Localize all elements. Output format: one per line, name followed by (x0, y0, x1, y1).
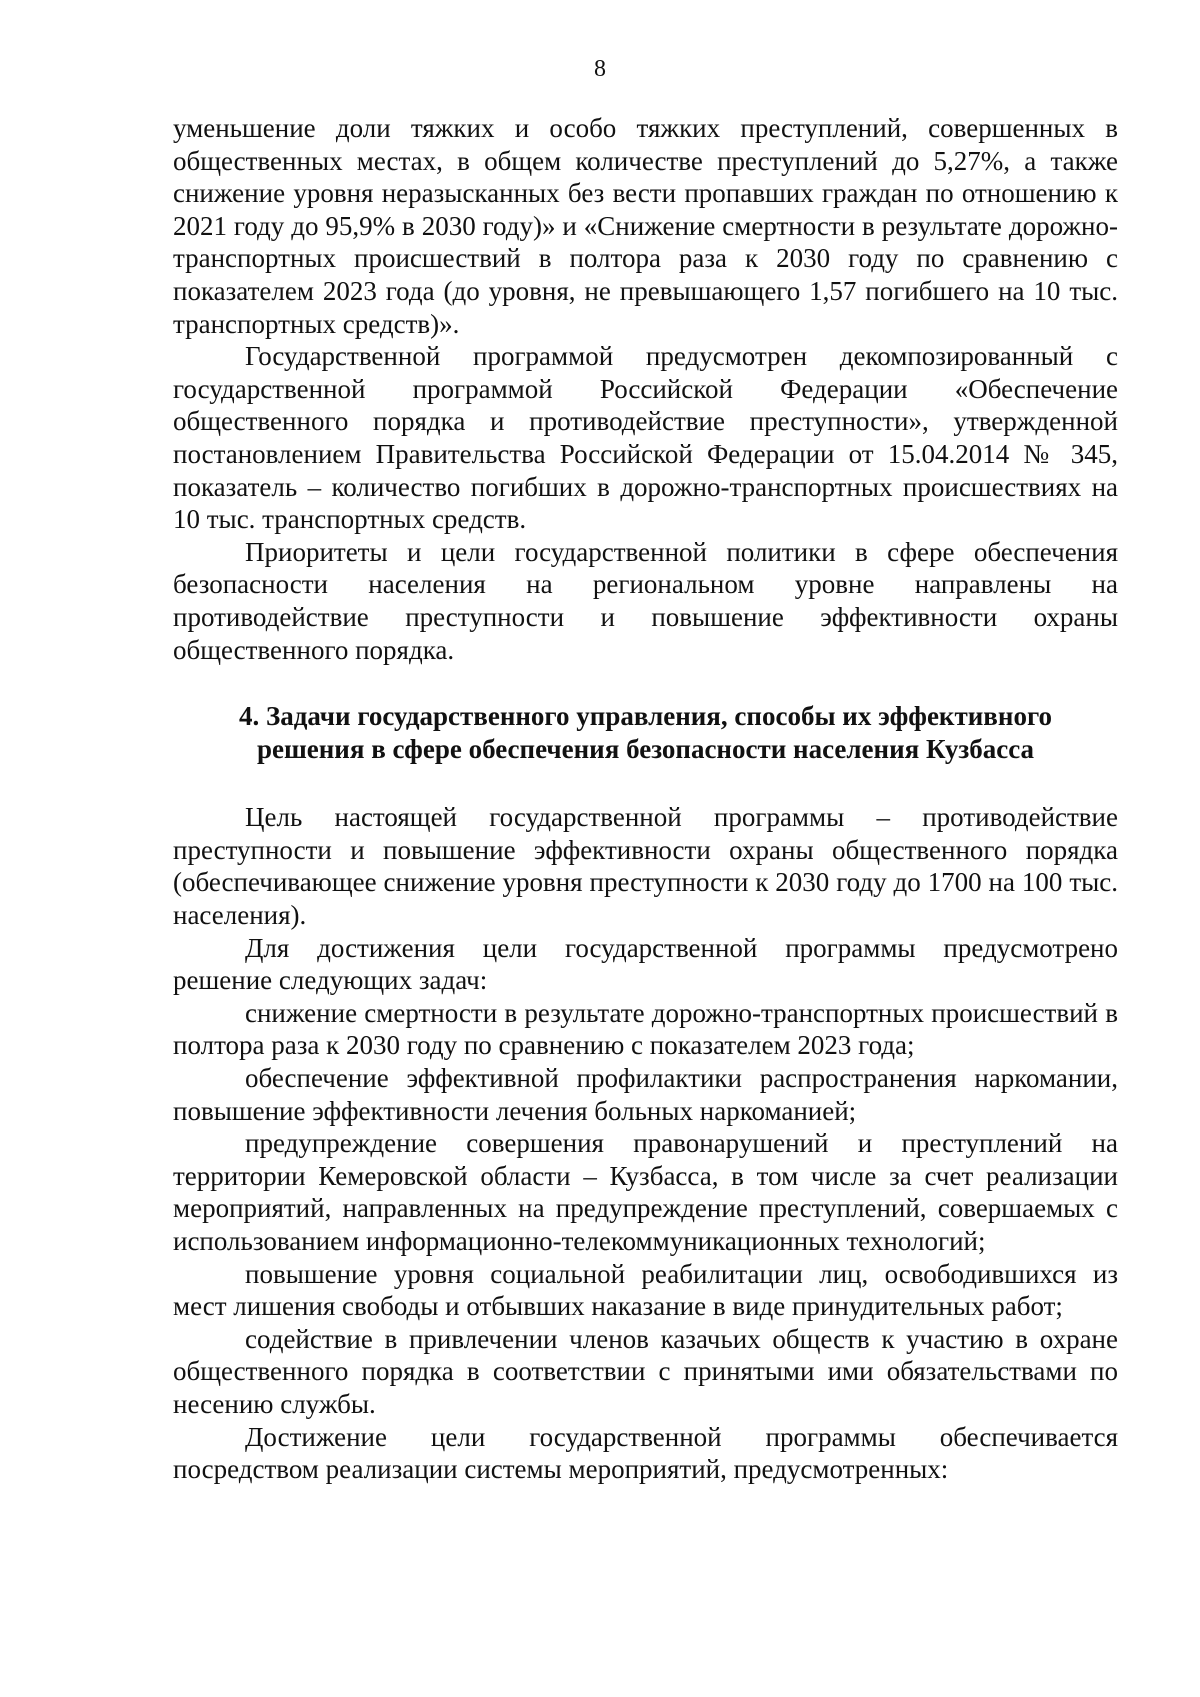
paragraph-achievement: Достижение цели государственной программы обеспечивается посредством реализации системы мероприятий, предусмотренных: (173, 1421, 1118, 1485)
task-item-drug-prevention: обеспечение эффективной профилактики распространения наркомании, повышение эффективности лечения больных наркоманией; (173, 1063, 1118, 1126)
paragraph-decomposed-indicator: Государственной программой предусмотрен декомпозированный с государственной программой Российской Федерации «Обеспечение общественного порядка и противодействие преступности», утвержденной постановлением Правительства Российской Федерации от 15.04.2014 № 345, показатель – количество погибших в дорожно-транспортных происшествиях на 10 тыс. транспортных средств. (173, 341, 1118, 535)
section-heading (173, 700, 1118, 765)
task-item-crime-prevention: предупреждение совершения правонарушений и преступлений на территории Кемеровской области – Кузбасса, в том числе за счет реализации мероприятий, направленных на предупреждение преступлений, совершаемых с использованием информационно-телекоммуникационных технологий; (173, 1128, 1118, 1256)
paragraph-priorities: Приоритеты и цели государственной политики в сфере обеспечения безопасности населения на региональном уровне направлены на противодействие преступности и повышение эффективности охраны общественного порядка. (173, 536, 1118, 665)
paragraph-continuation: уменьшение доли тяжких и особо тяжких преступлений, совершенных в общественных местах, в общем количестве преступлений до 5,27%, а также снижение уровня неразысканных без вести пропавших граждан по отношению к 2021 году до 95,9% в 2030 году)» и «Снижение смертности в результате дорожно-транспортных происшествий в полтора раза к 2030 году по сравнению с показателем 2023 года (до уровня, не превышающего 1,57 погибшего на 10 тыс. транспортных средств)». (173, 113, 1118, 339)
section-heading-line-1: 4. Задачи государственного управления, способы их эффективного (238, 701, 1053, 732)
paragraph-tasks-intro: Для достижения цели государственной программы предусмотрено решение следующих задач: (173, 932, 1118, 996)
section-heading-line-2: решения в сфере обеспечения безопасности населения Кузбасса (256, 733, 1035, 764)
task-item-cossack-societies: содействие в привлечении членов казачьих обществ к участию в охране общественного порядка в соответствии с принятыми ими обязательствами по несению службы. (173, 1323, 1118, 1419)
page-number: 8 (594, 56, 606, 82)
task-item-social-rehabilitation: повышение уровня социальной реабилитации лиц, освободившихся из мест лишения свободы и отбывших наказание в виде принудительных работ; (173, 1258, 1118, 1322)
document-body (173, 112, 1118, 1486)
paragraph-program-goal: Цель настоящей государственной программы – противодействие преступности и повышение эффективности охраны общественного порядка (обеспечивающее снижение уровня преступности к 2030 году до 1700 на 100 тыс. населения). (173, 802, 1118, 931)
task-item-road-mortality: снижение смертности в результате дорожно-транспортных происшествий в полтора раза к 2030 году по сравнению с показателем 2023 года; (173, 997, 1118, 1061)
